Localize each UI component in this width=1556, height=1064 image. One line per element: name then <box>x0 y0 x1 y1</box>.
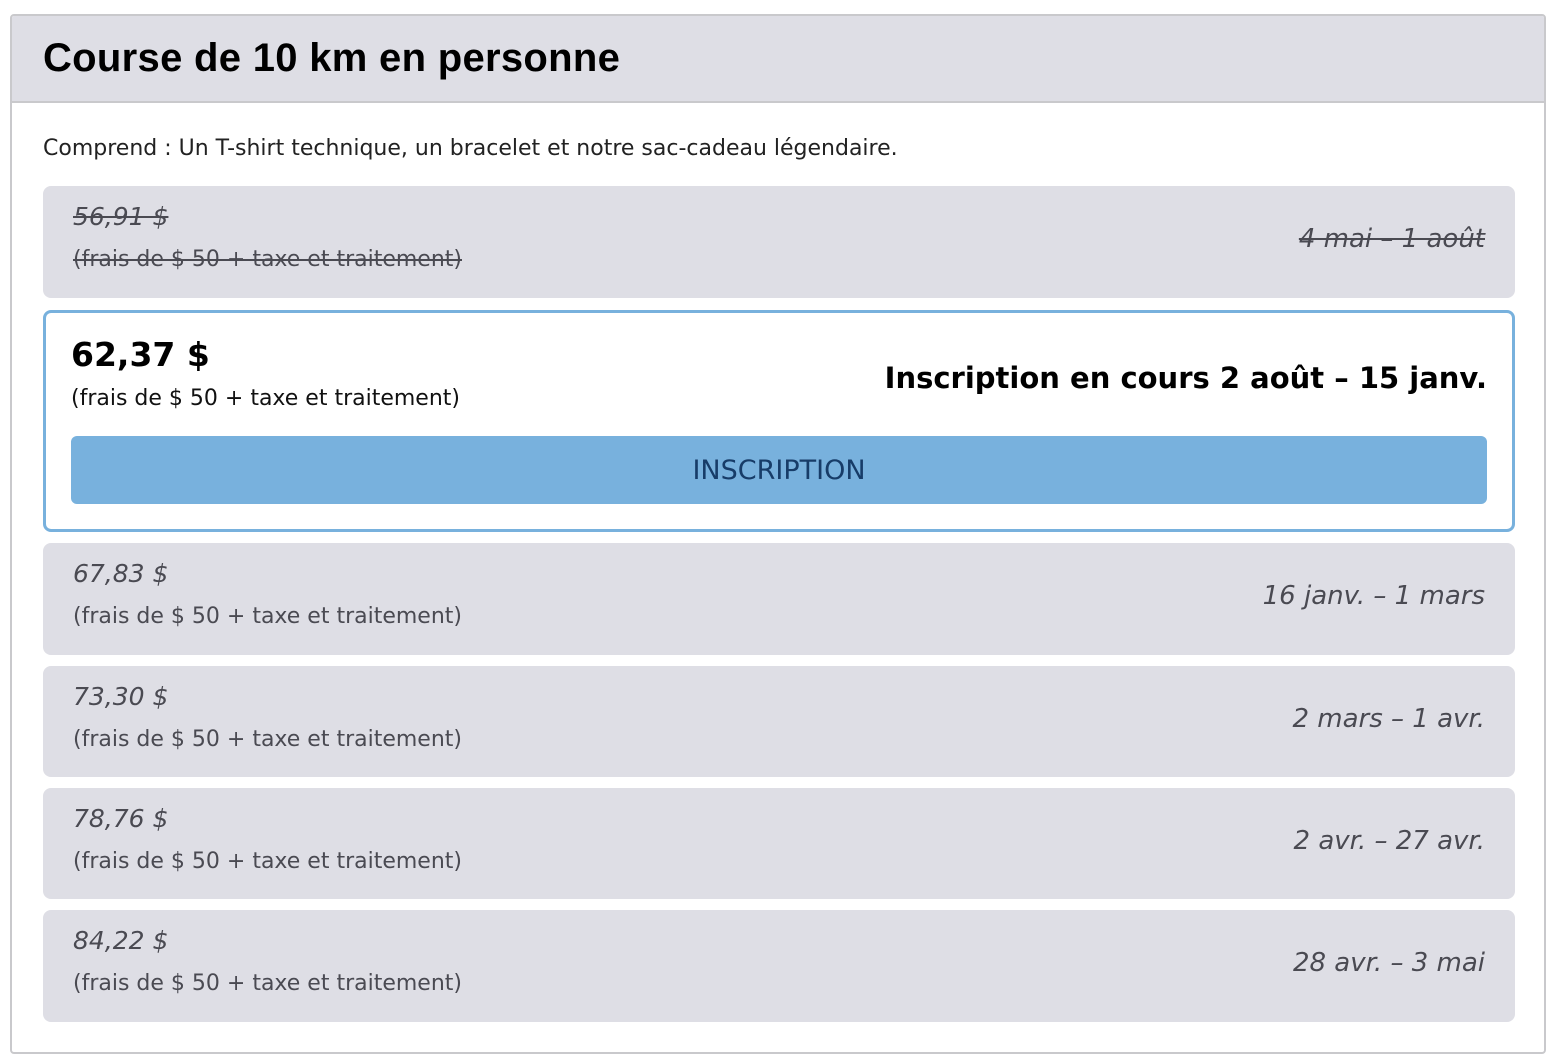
tier-dates: 2 avr. – 27 avr. <box>1293 826 1485 856</box>
price-tier-upcoming <box>43 543 1515 655</box>
tier-fees: (frais de $ 50 + taxe et traitement) <box>71 386 460 411</box>
tier-fees: (frais de $ 50 + taxe et traitement) <box>73 247 462 272</box>
price-tier-upcoming <box>43 910 1515 1022</box>
registration-card <box>10 14 1546 1054</box>
tier-fees: (frais de $ 50 + taxe et traitement) <box>73 971 462 996</box>
tier-dates: 28 avr. – 3 mai <box>1292 948 1485 978</box>
tier-price: 67,83 $ <box>73 559 169 588</box>
price-tier-current <box>43 310 1515 532</box>
tier-dates: 2 mars – 1 avr. <box>1292 704 1485 734</box>
tier-price: 56,91 $ <box>73 202 169 231</box>
tier-price: 62,37 $ <box>71 335 210 374</box>
price-tier-upcoming <box>43 788 1515 899</box>
price-tier-upcoming <box>43 666 1515 777</box>
tier-price: 73,30 $ <box>73 682 169 711</box>
card-header <box>12 16 1544 103</box>
tier-fees: (frais de $ 50 + taxe et traitement) <box>73 604 462 629</box>
event-title: Course de 10 km en personne <box>43 36 621 80</box>
register-button[interactable]: INSCRIPTION <box>71 436 1487 504</box>
tier-price: 78,76 $ <box>73 804 169 833</box>
includes-text: Comprend : Un T-shirt technique, un bracelet et notre sac-cadeau légendaire. <box>43 136 898 161</box>
price-tier-past <box>43 186 1515 298</box>
tier-fees: (frais de $ 50 + taxe et traitement) <box>73 727 462 752</box>
tier-dates: 4 mai – 1 août <box>1298 224 1485 254</box>
registration-status: Inscription en cours 2 août – 15 janv. <box>884 361 1487 395</box>
tier-price: 84,22 $ <box>73 926 169 955</box>
tier-fees: (frais de $ 50 + taxe et traitement) <box>73 849 462 874</box>
tier-dates: 16 janv. – 1 mars <box>1262 581 1485 611</box>
